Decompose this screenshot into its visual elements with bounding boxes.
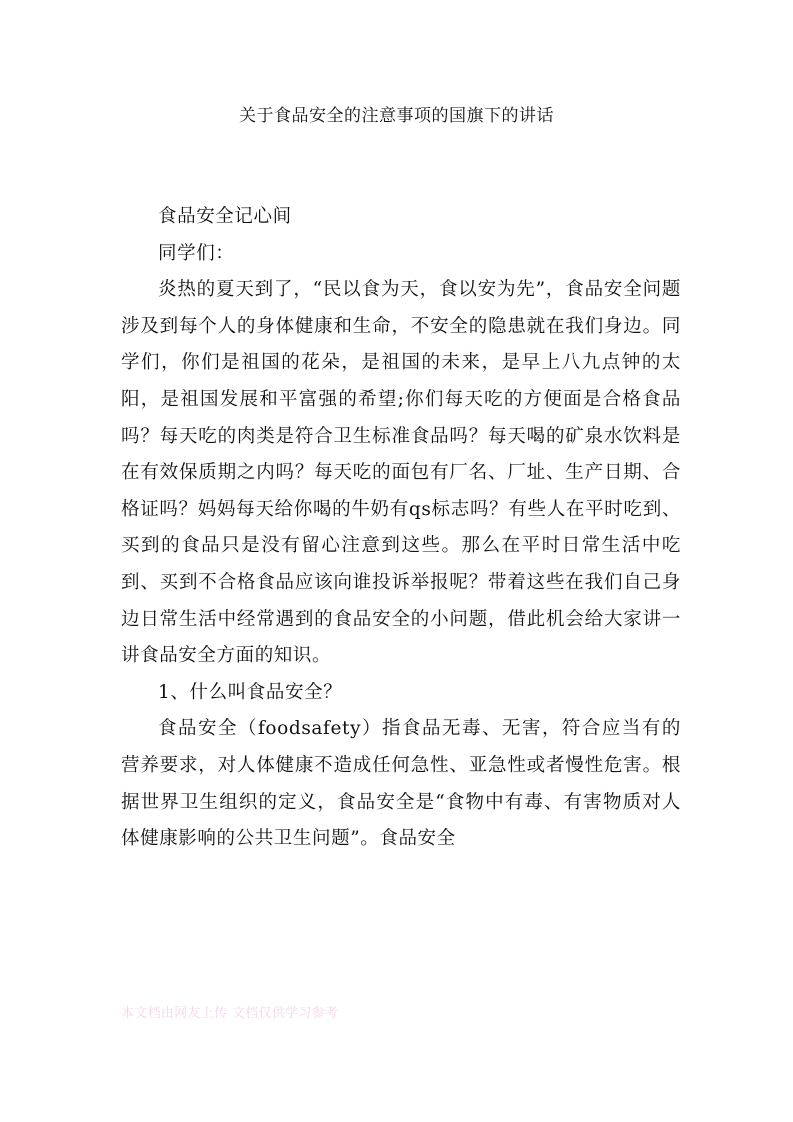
question-heading: 1、什么叫食品安全？ — [158, 681, 343, 703]
document-title: 关于食品安全的注意事项的国旗下的讲话 — [239, 106, 554, 126]
body-paragraph: 炎热的夏天到了，“民以食为天，食以安为先”，食品安全问题涉及到每个人的身体健康和生命，不安全的隐患就在我们身边。同学们，你们是祖国的花朵，是祖国的未来，是早上八九点钟的太阳，是祖国发展和平富强的希望;你们每天吃的方便面是合格食品吗？每天吃的肉类是符合卫生标准食品吗？每天喝的矿泉水饮料是在有效保质期之内吗？每天吃的面包有厂名、厂址、生产日期、合格证吗？妈妈每天给你喝的牛奶有qs标志吗？有些人在平时吃到、买到的食品只是没有留心注意到这些。那么在平时日常生活中吃到、买到不合格食品应该向谁投诉举报呢？带着这些在我们自己身边日常生活中经常遇到的食品安全的小问题，借此机会给大家讲一讲食品安全方面的知识。 — [121, 279, 681, 667]
salutation: 同学们： — [158, 242, 235, 264]
section-heading: 食品安全记心间 — [158, 206, 292, 227]
body-paragraph: 食品安全（foodsafety）指食品无毒、无害，符合应当有的营养要求，对人体健康不造成任何急性、亚急性或者慢性危害。根据世界卫生组织的定义，食品安全是“食物中有毒、有害物质对人体健康影响的公共卫生问题”。食品安全 — [121, 718, 681, 850]
footer-watermark: 本文档由网友上传 文档仅供学习参考 — [121, 1006, 339, 1021]
document-body — [121, 199, 681, 858]
